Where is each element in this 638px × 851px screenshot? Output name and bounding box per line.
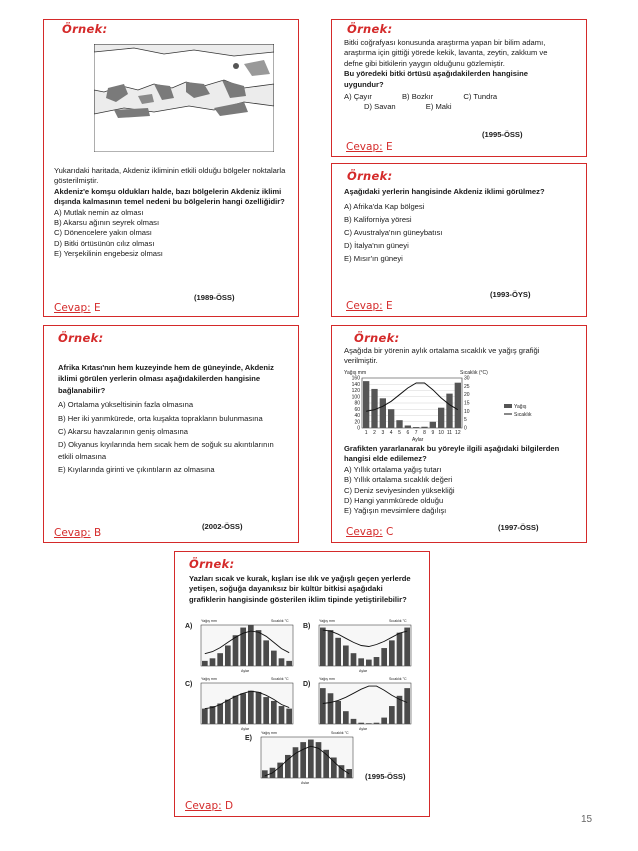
chart-left-label: Yağış mm [344, 370, 367, 376]
rain-tick-label: 120 [351, 388, 360, 394]
answer-value: D [225, 800, 234, 812]
rain-bar [455, 383, 461, 428]
option-b: B) Yıllık ortalama sıcaklık değeri [344, 475, 453, 485]
option-chart-b [303, 619, 411, 673]
axis-left-label: Yağış mm [201, 677, 217, 681]
option-b: B) Her iki yarımkürede, orta kuşakta toprakların bulunmasına [58, 413, 263, 423]
climate-chart [342, 368, 552, 442]
question-stem: Aşağıda bir yörenin aylık ortalama sıcaklık ve yağış grafiği verilmiştir. [344, 346, 540, 366]
month-tick-label: 2 [373, 430, 376, 436]
question-stem-bold: Yazları sıcak ve kurak, kışları ise ılık ve yağışlı geçen yerlerde yetişen, soğuğa dayanıksız bir kültür bitkisi aşağıdaki grafiklerin hangisinde gösterilen iklim tipinde yetiştirilebilir? [189, 574, 411, 604]
rain-bar [279, 658, 285, 666]
month-tick-label: 4 [389, 430, 393, 436]
rain-bar [286, 709, 292, 724]
answer-line [185, 800, 233, 812]
option-d: D) İtalya'nın güneyi [344, 241, 409, 251]
question-text [189, 574, 421, 605]
option-e: E) Yağışın mevsimlere dağılışı [344, 506, 447, 516]
rain-bar [263, 640, 269, 666]
option-d: D) Okyanus kıyılarında hem sıcak hem de soğuk su akıntılarının etkili olmasına [58, 440, 274, 461]
rain-bar [225, 700, 231, 724]
answer-value: E [386, 300, 393, 312]
rain-bar [366, 723, 372, 724]
chart-x-label: Aylar [412, 437, 424, 442]
exam-source: (2002-ÖSS) [202, 522, 243, 531]
option-c: C) Avustralya'nın güneybatısı [344, 228, 443, 238]
rain-bar [210, 658, 216, 666]
rain-bar [381, 648, 387, 666]
answer-label: Cevap: [346, 141, 383, 153]
temp-tick-label: 25 [464, 383, 470, 390]
answer-label: Cevap: [346, 300, 383, 312]
page-number: 15 [581, 814, 593, 825]
question-stem: Yukarıdaki haritada, Akdeniz ikliminin etkili olduğu bölgeler noktalarla gösterilmiştir. [54, 166, 286, 186]
question-panel-1 [43, 19, 299, 317]
question-stem-bold: Afrika Kıtası'nın hem kuzeyinde hem de güneyinde, Akdeniz iklimi görülen yerlerin olması aşağıdakilerden hangisine bağlanabilir? [58, 363, 274, 395]
option-d: D) Savan [364, 102, 396, 112]
option-e: E) Kıyılarında girinti ve çıkıntıların az olmasına [58, 465, 215, 475]
question-panel-5 [331, 325, 587, 543]
rain-tick-label: 60 [354, 406, 360, 413]
answer-line [346, 141, 393, 153]
option-b: B) Kaliforniya yöresi [344, 215, 412, 225]
answer-value: E [94, 302, 101, 314]
month-tick-label: 10 [438, 430, 444, 436]
rain-bar [335, 638, 341, 666]
temp-tick-label: 30 [464, 375, 470, 382]
question-stem-bold: Akdeniz'e komşu oldukları halde, bazı bölgelerin Akdeniz iklimi dışında kalmasının temel nedeni bu bölgelerin hangi özelliğidir? [54, 186, 285, 207]
rain-bar [405, 426, 411, 429]
rain-bar [225, 646, 231, 667]
rain-bar [446, 394, 452, 428]
axis-x-label: Aylar [359, 727, 368, 731]
question-stem-bold: Grafikten yararlanarak bu yöreyle ilgili aşağıdaki bilgilerden hangisi elde edilemez? [344, 444, 560, 464]
exam-source: (1995-ÖSS) [482, 130, 523, 139]
question-panel-4 [43, 325, 299, 543]
rain-bar [397, 633, 403, 666]
rain-tick-label: 160 [351, 375, 360, 382]
rain-bar [388, 409, 394, 428]
rain-bar [421, 427, 427, 428]
answer-value: E [386, 141, 393, 153]
temp-tick-label: 10 [464, 408, 470, 415]
rain-bar [262, 770, 268, 778]
answer-line [54, 302, 101, 314]
rain-bar [335, 701, 341, 724]
rain-bar [217, 704, 223, 725]
rain-bar [389, 706, 395, 724]
option-d: D) Hangi yarımkürede olduğu [344, 496, 444, 506]
mediterranean-map [94, 44, 274, 152]
option-d: D) Bitki örtüsünün cılız olması [54, 238, 155, 248]
rain-bar [358, 658, 364, 666]
answer-line [54, 527, 101, 539]
axis-right-label: Sıcaklık °C [389, 677, 407, 681]
rain-bar [374, 657, 380, 666]
temp-tick-label: 20 [464, 392, 470, 399]
option-c: C) Deniz seviyesinden yüksekliği [344, 485, 455, 495]
answer-value: C [386, 526, 394, 538]
option-c: C) Tundra [463, 92, 498, 102]
rain-bar [248, 691, 254, 724]
axis-left-label: Yağış mm [319, 677, 335, 681]
answer-label: Cevap: [54, 302, 91, 314]
option-chart-a [185, 619, 293, 673]
rain-bar [263, 697, 269, 724]
rain-bar [202, 661, 208, 666]
rain-bar [331, 758, 337, 779]
option-charts [183, 616, 419, 784]
rain-tick-label: 100 [351, 394, 360, 401]
month-tick-label: 8 [423, 430, 426, 436]
ornek-label: Örnek: [58, 331, 104, 345]
rain-bar [328, 630, 334, 666]
rain-bar [256, 692, 262, 724]
rain-bar [300, 742, 306, 778]
rain-bar [380, 398, 386, 428]
option-e: E) Mısır'ın güneyi [344, 254, 403, 264]
question-text [54, 166, 290, 260]
rain-bar [210, 706, 216, 724]
rain-bar [343, 646, 349, 667]
month-tick-label: 7 [414, 430, 418, 436]
rain-bar [381, 718, 387, 724]
option-letter: D) [303, 681, 311, 688]
chart-plot-area [352, 376, 470, 437]
month-tick-label: 1 [364, 430, 368, 436]
rain-tick-label: 0 [357, 425, 360, 432]
rain-bar [240, 693, 246, 724]
legend-temp: Sıcaklık [514, 412, 532, 418]
rain-bar [404, 688, 410, 724]
rain-tick-label: 80 [354, 400, 360, 407]
axis-left-label: Yağış mm [319, 619, 335, 623]
rain-tick-label: 40 [354, 413, 360, 419]
option-row-1 [344, 92, 554, 102]
rain-bar [389, 640, 395, 666]
rain-bar [438, 408, 444, 428]
option-c: C) Akarsu havzalarının geniş olmasına [58, 427, 189, 437]
rain-bar [366, 660, 372, 666]
option-chart-e [245, 731, 353, 784]
answer-value: B [94, 527, 102, 539]
rain-bar [358, 723, 364, 724]
option-a: A) Mutlak nemin az olması [54, 207, 144, 217]
option-letter: A) [185, 623, 193, 630]
question-text [58, 362, 280, 476]
question-stem-bold: Aşağıdaki yerlerin hangisinde Akdeniz iklimi görülmez? [344, 187, 545, 196]
answer-label: Cevap: [54, 527, 91, 539]
axis-left-label: Yağış mm [201, 619, 217, 623]
exam-source: (1997-ÖSS) [498, 523, 539, 532]
rain-bar [374, 723, 380, 724]
rain-bar [233, 635, 239, 666]
rain-bar [396, 420, 402, 428]
ornek-label: Örnek: [354, 331, 400, 345]
rain-bar [217, 653, 223, 666]
option-e: E) Maki [425, 102, 452, 112]
option-chart-c [185, 677, 293, 731]
legend-rain: Yağış [514, 404, 527, 410]
question-text [344, 38, 554, 113]
rain-bar [430, 422, 436, 428]
answer-line [346, 526, 393, 538]
rain-bar [351, 653, 357, 666]
rain-bar [320, 688, 326, 724]
question-panel-2 [331, 19, 587, 157]
rain-tick-label: 140 [351, 381, 360, 388]
rain-bar [279, 706, 285, 724]
answer-label: Cevap: [346, 526, 383, 538]
question-text [344, 444, 570, 517]
axis-x-label: Aylar [241, 727, 250, 731]
temp-tick-label: 0 [464, 425, 467, 432]
rain-bar [286, 661, 292, 666]
month-tick-label: 5 [398, 430, 401, 436]
month-tick-label: 3 [381, 430, 385, 436]
axis-x-label: Aylar [241, 669, 250, 673]
temperature-line [366, 383, 458, 411]
rain-bar [351, 719, 357, 724]
chart-right-label: Sıcaklık (°C) [460, 370, 488, 376]
rain-bar [343, 711, 349, 724]
ornek-label: Örnek: [62, 22, 108, 36]
option-b: B) Akarsu ağının seyrek olması [54, 218, 160, 228]
rain-bar [363, 381, 369, 428]
option-letter: B) [303, 623, 311, 630]
option-b: B) Bozkır [401, 92, 434, 102]
legend-rain-swatch [504, 404, 512, 408]
rain-bar [271, 701, 277, 724]
ornek-label: Örnek: [347, 22, 393, 36]
rain-bar [328, 693, 334, 724]
option-row-2 [344, 102, 554, 112]
question-panel-3 [331, 163, 587, 317]
question-panel-6 [174, 551, 430, 817]
option-a: A) Çayır [344, 92, 372, 102]
rain-tick-label: 20 [354, 419, 360, 426]
option-a: A) Afrika'da Kap bölgesi [344, 202, 425, 212]
rain-bar [320, 628, 326, 666]
exam-source: (1995-ÖSS) [365, 772, 406, 781]
month-tick-label: 11 [446, 430, 453, 436]
rain-bar [202, 709, 208, 724]
axis-x-label: Aylar [301, 781, 310, 784]
axis-right-label: Sıcaklık °C [271, 619, 289, 623]
option-e: E) Yerşekilinin engebesiz olması [54, 249, 163, 259]
option-chart-d [303, 677, 411, 731]
option-letter: E) [245, 735, 252, 742]
question-stem-bold: Bu yöredeki bitki örtüsü aşağıdakilerden hangisine uygundur? [344, 69, 528, 89]
rain-bar [413, 427, 419, 428]
answer-line [346, 300, 393, 312]
option-a: A) Ortalama yükseltisinin fazla olmasına [58, 400, 194, 410]
rain-bar [404, 628, 410, 666]
temp-tick-label: 5 [464, 417, 467, 424]
rain-bar [256, 630, 262, 666]
rain-bar [271, 651, 277, 666]
exam-source: (1993-ÖYS) [490, 290, 531, 299]
month-tick-label: 6 [406, 430, 410, 436]
axis-left-label: Yağış mm [261, 731, 277, 735]
axis-right-label: Sıcaklık °C [271, 677, 289, 681]
rain-bar [308, 740, 314, 778]
question-intro [344, 346, 564, 367]
ornek-label: Örnek: [347, 169, 393, 183]
ornek-label: Örnek: [189, 557, 235, 571]
month-tick-label: 12 [455, 430, 461, 436]
option-letter: C) [185, 681, 193, 688]
month-tick-label: 9 [431, 430, 435, 436]
axis-right-label: Sıcaklık °C [331, 731, 349, 735]
question-stem: Bitki coğrafyası konusunda araştırma yapan bir bilim adamı, araştırma için gittiği yörede kekik, lavanta, zeytin, zakkum ve defne gibi bitkilerin yaygın olduğunu gözlemiştir. [344, 38, 548, 68]
option-a: A) Yıllık ortalama yağış tutarı [344, 464, 442, 474]
answer-label: Cevap: [185, 800, 222, 812]
axis-right-label: Sıcaklık °C [389, 619, 407, 623]
question-text [344, 187, 554, 265]
rain-bar [233, 696, 239, 724]
temp-tick-label: 15 [464, 400, 470, 407]
exam-source: (1989-ÖSS) [194, 293, 235, 302]
axis-x-label: Aylar [359, 669, 368, 673]
option-c: C) Dönencelere yakın olması [54, 228, 152, 238]
